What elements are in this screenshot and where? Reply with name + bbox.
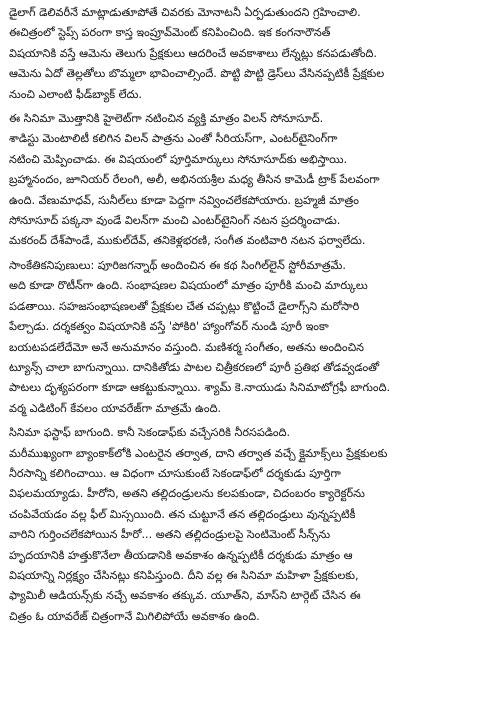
text-line: వారిని గుర్తించలేకపోయిన హీరో... అతని తల్లిదండ్రులపై సెంటిమెంట్ సీన్స్‌ను bbox=[9, 528, 331, 542]
text-line: ట్యూన్స్ చాలా బాగున్నాయి. దానికితోడు పాటల చిత్రీకరణలో పూరీ ప్రతిభ తోడవ్వడంతో bbox=[9, 360, 380, 374]
paragraph-hero-heroine bbox=[9, 3, 495, 105]
text-line: సాంకేతికనిపుణులు: పూరిజగన్నాథ్ అందించిన ఈ కథ సింగిల్‌లైన్ స్టోరీమాత్రమే. bbox=[9, 258, 346, 272]
text-line: విఫలమయ్యాడు. హీరోని, అతని తల్లిదండ్రులను కలపకుండా, చిదంబరం క్యారెక్టర్‌ను bbox=[9, 487, 365, 501]
text-line: అది కూడా రొటీన్‌గా ఉంది. సంభాషణల విషయంలో మాత్రం పూరీకి మంచి మార్కులు bbox=[9, 279, 368, 293]
text-line: సోనూసూద్ పక్కనా వుండే విలన్‌గా మంచి ఎంటర్‌టైనింగ్ నటన ప్రదర్శించాడు. bbox=[9, 214, 341, 228]
text-line: ఈ సినిమా మొత్తానికి హైలెట్‌గా నటించిన వ్యక్తి మాత్రం విలన్ సోనూసూద్. bbox=[9, 112, 324, 126]
text-line: పడతాయి. సహజసంభాషణలతో ప్రేక్షకుల చేత చప్పట్లు కొట్టించే డైలాగ్స్‌ని మరోసారి bbox=[9, 299, 360, 313]
text-line: పాటలు దృశ్యపరంగా కూడా ఆకట్టుకున్నాయి. శ్యామ్ కె.నాయుడు సినిమాటోగ్రఫీ బాగుంది. bbox=[9, 381, 391, 395]
text-line: నుంచి ఎలాంటి ఫీడ్‌బ్యాక్ లేదు. bbox=[9, 87, 142, 101]
text-line: పేల్చాడు. దర్శకత్వం విషయానికి వస్తే 'పోకిరి' హ్యాంగోవర్ నుండి పూరీ ఇంకా bbox=[9, 320, 329, 334]
text-line: శాడిస్టు మెంటాలిటీ కలిగిన విలన్ పాత్రను ఎంతో సీరియస్‌గా, ఎంటర్‌టైనింగ్‌గా bbox=[9, 132, 338, 146]
text-line: బ్రహ్మానందం, జూనియర్ రేలంగి, అలీ, అభినయశ్రీల మధ్య తీసిన కామెడీ ట్రాక్ పేలవంగా bbox=[9, 173, 380, 187]
text-line: నటించి మెప్పించాడు. ఈ విషయంలో పూర్తిమార్కులు సోనూసూద్‌కు అభిస్తాయి. bbox=[9, 152, 348, 166]
text-line: బయటపడలేదేమో అనే అనుమానం వస్తుంది. మణిశర్మ సంగీతం, అతను అందించిన bbox=[9, 340, 365, 354]
text-line: ఆమెను ఏదో తెల్లతోలు బొమ్మలా భావించాల్సిందే. పొట్టి పొట్టి డ్రెస్‌లు వేసినప్పటికీ ప్రేక్షకుల bbox=[9, 67, 385, 81]
text-line: మరీముఖ్యంగా బ్యాంకాక్‌లోకి ఎంటరైన తర్వాత, దాని తర్వాత వచ్చే క్లైమాక్స్‌లు ప్రేక్షకులకు bbox=[9, 446, 388, 460]
text-line: ఫ్యామిలీ ఆడియన్స్‌కు నచ్చే అవకాశం తక్కువ. యూత్‌ని, మాస్‌ని టార్గెట్ చేసిన ఈ bbox=[9, 589, 361, 603]
paragraph-technicians bbox=[9, 256, 495, 419]
text-line: హృదయానికి హత్తుకొనేలా తీయడానికి అవకాశం ఉన్నప్పటికీ దర్శకుడు మాత్రం ఆ bbox=[9, 548, 353, 562]
text-line: చిత్రం ఓ యావరేజ్ చిత్రంగానే మిగిలిపోయే అవకాశం ఉంది. bbox=[9, 609, 260, 623]
text-line: ఉంది. వేణుమాధవ్, సునీల్‌లు కూడా పెద్దగా నవ్వించలేకపోయారు. బ్రహ్మజీ మాత్రం bbox=[9, 193, 359, 207]
text-line: ఈచిత్రంలో స్టెప్స్ పరంగా కాస్త ఇంప్రూవ్‌మెంట్ కనిపించింది. ఇక కంగనారౌనత్ bbox=[9, 26, 331, 40]
text-line: విషయాన్ని నిర్లక్ష్యం చేసినట్లు కనిపిస్తుంది. దీని వల్ల ఈ సినిమా మహిళా ప్రేక్షకులకు, bbox=[9, 568, 359, 582]
text-line: మకరంద్ దేశ్‌పాండే, ముకుల్‌దేవ్, తనికెళ్లభరణి, సంగీత వంటివారి నటన ఫర్వాలేదు. bbox=[9, 234, 366, 248]
text-line: నీరసాన్ని కలిగించాయి. ఆ విధంగా చూసుకుంటే సెకండాఫ్‌లో దర్శకుడు పూర్తిగా bbox=[9, 466, 341, 480]
text-line: సినిమా ఫస్టాఫ్ బాగుంది. కానీ సెకండాఫ్‌కు వచ్చేసరికి నీరసపడింది. bbox=[9, 426, 291, 440]
text-line: చంపివేయడం వల్ల ఫీల్ మిస్సయింది. తన చుట్టూనే తన తల్లిదండ్రులు వున్నప్పటికీ bbox=[9, 507, 356, 521]
text-line: డైలాగ్ డెలివరీనే మాట్లాడుతూపోతే చివరకు మోనాటనీ ఏర్పడుతుందని గ్రహించాలి. bbox=[9, 6, 361, 19]
paragraph-villain-cast bbox=[9, 109, 495, 252]
text-line: విషయానికి వస్తే ఆమెను తెలుగు ప్రేక్షకులు ఆదరించే అవకాశాలు లేన్నట్లు కనపడుతోంది. bbox=[9, 46, 377, 60]
text-line: వర్మ ఎడిటింగ్ కేవలం యావరేజ్‌గా మాత్రమే ఉంది. bbox=[9, 401, 222, 415]
paragraph-verdict bbox=[9, 423, 495, 627]
